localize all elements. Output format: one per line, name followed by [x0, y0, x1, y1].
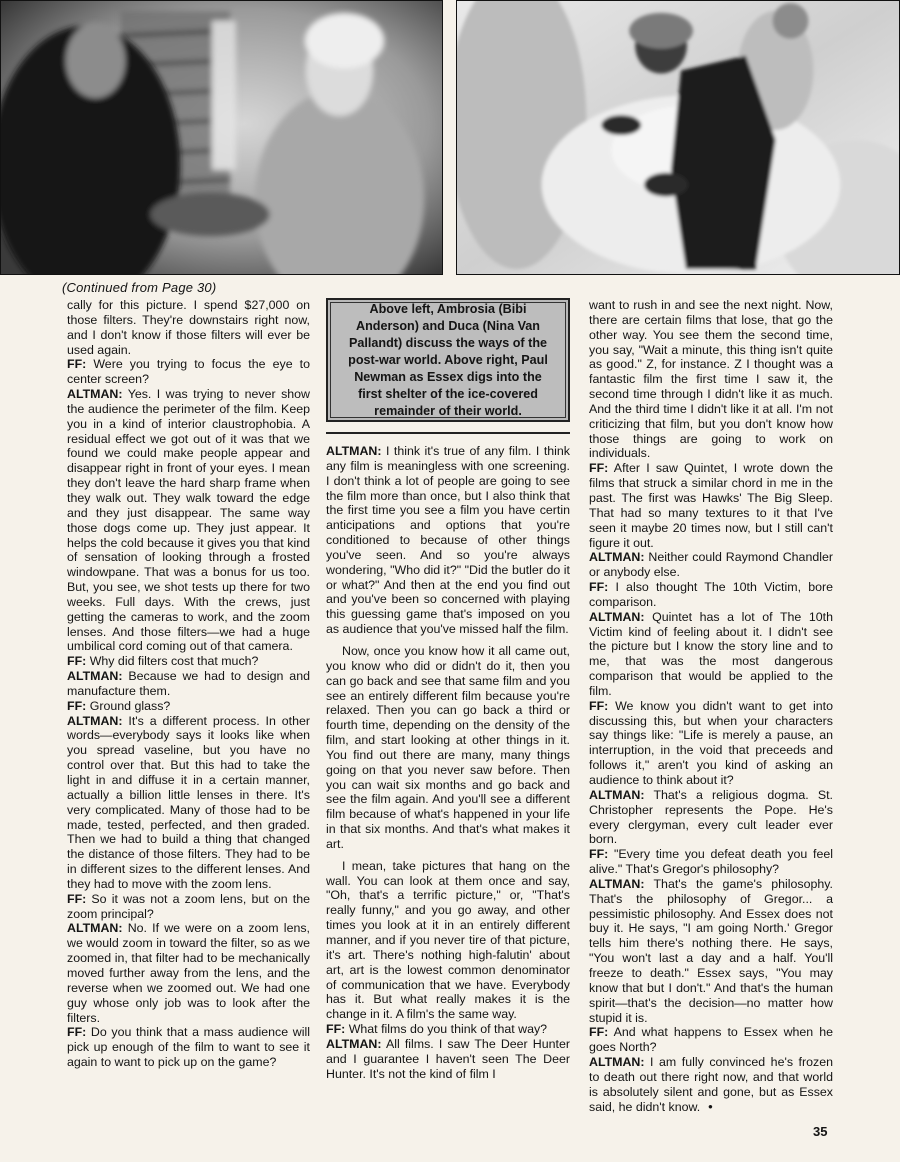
paragraph: FF: After I saw Quintet, I wrote down the films that struck a similar chord in me in the past. The first was Hawks' The Big Sleep. That had so many textures to it that I've seen it maybe 20 times now, but I still can't figure it out. [589, 461, 833, 550]
caption-rule [326, 432, 570, 434]
paragraph: FF: Ground glass? [67, 698, 171, 713]
speaker: ALTMAN: [67, 713, 123, 728]
paragraph: FF: We know you didn't want to get into discussing this, but when your characters say things like: "Life is merely a pause, an interruption, in the void that preceeds and follows it," aren't you kind of asking an audience to think about it? [589, 698, 833, 787]
speaker: ALTMAN: [589, 1055, 645, 1070]
paragraph: ALTMAN: It's a different process. In other words—everybody says it looks like when you spread vaseline, but you have no control over that. But this had to take the light in and diffuse it in a certain manner, actually a billion little lenses in there. It's very complicated. Many of those had to be made, tested, perfected, and then graded. Then we had to build a thing that changed the distance of those filters. They had to be in different sizes to the different lenses. And they had to move with the zoom lens. [67, 713, 310, 891]
paragraph: want to rush in and see the next night. Now, there are certain films that lose, that go the other way. You see them the second time, you say, "Wait a minute, this thing isn't quite as good." Z, for instance. Z I thought was a fantastic film the first time I saw it, the second time through I didn't like it as much. And the third time I didn't like it at all. I'm not criticizing that film, but you don't know how those things are going to work on individuals. [589, 298, 833, 461]
paragraph: ALTMAN: Quintet has a lot of The 10th Victim kind of feeling about it. I didn't see the picture but I know the story line and to me, that was the most dangerous comparison that would be applied to the film. [589, 609, 833, 698]
speaker: ALTMAN: [589, 876, 645, 891]
paragraph: FF: What films do you think of that way? [326, 1022, 548, 1037]
photo-right-image [457, 1, 899, 274]
speaker: FF: [67, 1025, 87, 1040]
article-column-3 [589, 298, 833, 1114]
paragraph: ALTMAN: Because we had to design and manufacture them. [67, 669, 310, 698]
speaker: FF: [589, 461, 609, 476]
paragraph: I mean, take pictures that hang on the wall. You can look at them once and say, "Oh, that's a terrific picture," or, "That's really funny," and you go away, and other times you look at it in an entirely different manner, and if you never tire of that picture, it's art. There's nothing high-falutin' about art, art is the lowest common denominator of communication that we have. Everybody has it. But what really makes it is the change in it. A film's the same way. [326, 858, 570, 1022]
speaker: ALTMAN: [326, 444, 382, 458]
paragraph: FF: So it was not a zoom lens, but on the zoom principal? [67, 891, 310, 921]
paragraph: FF: "Every time you defeat death you feel alive." That's Gregor's philosophy? [589, 847, 833, 877]
paragraph: ALTMAN: That's the game's philosophy. That's the philosophy of Gregor... a pessimistic philosophy. And Essex does not buy it. He says, "I am going North.' Gregor tells him there's nothing there. He says, "You won't last a day and a half. You'll freeze to death." Essex says, "You may know that but I don't." And that's the human spirit—that's the decision—no matter how stupid it is. [589, 876, 833, 1025]
speaker: ALTMAN: [589, 787, 645, 802]
paragraph: cally for this picture. I spend $27,000 on those filters. They're downstairs right now, and I don't know if those filters will ever be used again. [67, 298, 310, 357]
paragraph: ALTMAN: All films. I saw The Deer Hunter and I guarantee I haven't seen The Deer Hunter. It's not the kind of film I [326, 1036, 570, 1081]
speaker: FF: [67, 891, 87, 906]
photo-caption: Above left, Ambrosia (Bibi Anderson) and Duca (Nina Van Pallandt) discuss the ways of the post-war world. Above right, Paul Newman as Essex digs into the first shelter of the ice-covered remainder of their world. [330, 302, 566, 418]
paragraph: ALTMAN: Neither could Raymond Chandler or anybody else. [589, 550, 833, 580]
article-column-1 [67, 298, 310, 1070]
photo-essex-ice [456, 0, 900, 275]
paragraph: ALTMAN: I am fully convinced he's frozen to death out there right now, and that world is absolutely silent and gone, but as Essex said, he didn't know. • [589, 1055, 833, 1114]
paragraph: FF: Were you trying to focus the eye to center screen? [67, 357, 310, 387]
paragraph: ALTMAN: Yes. I was trying to never show the audience the perimeter of the film. Keep you in a kind of interior claustrophobia. A residual effect we got out of it was that we found we could make people appear and disappear right in front of your eyes. I mean they don't leave the hard sharp frame when they walk out. They walk toward the edge and they just disappear. The same way those dogs come up. They just appear. It helps the cold because it gives you that kind of sensation of looking through a frosted windowpane. That was a bonus for us too. But, you see, we shot tests up there for two weeks. Full days. With the crews, just getting the cameras to work, and the zoom lenses. And those filters—we had a huge umbilical cord coming out of that camera. [67, 387, 310, 654]
paragraph: ALTMAN: That's a religious dogma. St. Christopher represents the Pope. He's every clergyman, every cult leader ever born. [589, 787, 833, 847]
page-number: 35 [813, 1124, 828, 1139]
paragraph: FF: And what happens to Essex when he goes North? [589, 1025, 833, 1055]
speaker: ALTMAN: [67, 387, 123, 402]
speaker: ALTMAN: [589, 609, 645, 624]
speaker: FF: [589, 847, 609, 862]
speaker: FF: [589, 698, 609, 713]
paragraph: FF: Why did filters cost that much? [67, 654, 259, 669]
speaker: FF: [67, 654, 87, 669]
speaker: FF: [67, 698, 87, 713]
speaker: ALTMAN: [589, 550, 645, 565]
speaker: ALTMAN: [67, 921, 123, 936]
speaker: ALTMAN: [326, 1036, 382, 1051]
paragraph: Now, once you know how it all came out, you know who did or didn't do it, then you can go back and see that same film and you see an entirely different film because you're relaxed. Then you can go back a third or fourth time, depending on the density of the film, and start looking at other things in it. You find out there are many, many things going on that you never saw before. Then you can wait six months and go back and see the film again. And you'll see a different film because of what's happened in your life in that six months. And that's what makes it art. [326, 643, 570, 851]
end-mark-icon: • [708, 1099, 713, 1114]
continued-from-page: (Continued from Page 30) [62, 280, 217, 295]
paragraph: ALTMAN: I think it's true of any film. I think any film is meaningless with one screening. I don't think a lot of people are going to see the film more than once, but I also think that the first time you see a film you have certin anticipations and options that you're conditioned to because of other things you've seen. And so you're always wondering, "Who did it?" "Did the butler do it or what?" And then at the end you find out and you've been so concerned with playing this guessing game that's imposed on you as audience that you've missed half the film. [326, 444, 570, 637]
speaker: FF: [67, 357, 87, 372]
photo-ambrosia-duca [0, 0, 443, 275]
paragraph: ALTMAN: No. If we were on a zoom lens, we would zoom in toward the filter, so as we zoomed in, that filter had to be mechanically moved further away from the lens, and the reverse when we zoomed out. We had one guy whose only job was to look after the filters. [67, 921, 310, 1025]
article-column-2 [326, 444, 570, 1081]
speaker: ALTMAN: [67, 669, 123, 684]
speaker: FF: [589, 1025, 609, 1040]
paragraph: FF: I also thought The 10th Victim, bore comparison. [589, 580, 833, 609]
speaker: FF: [326, 1022, 346, 1037]
speaker: FF: [589, 580, 609, 595]
paragraph: FF: Do you think that a mass audience will pick up enough of the film to want to see it again to want to pick up on the game? [67, 1025, 310, 1070]
photo-caption-box [326, 298, 570, 422]
photo-left-image [1, 1, 442, 274]
